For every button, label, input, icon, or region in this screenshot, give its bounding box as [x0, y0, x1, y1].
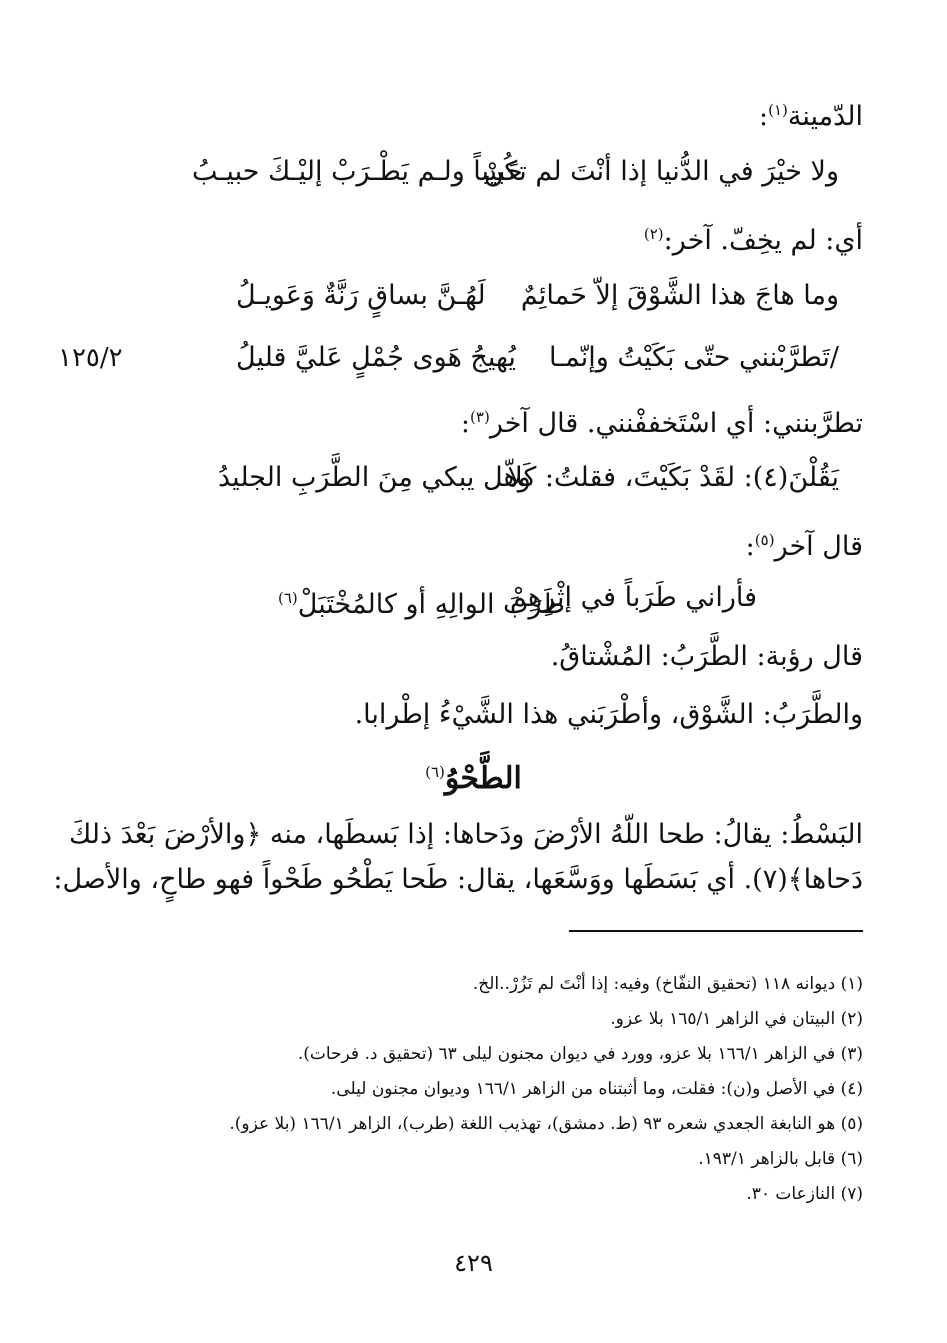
margin-folio-reference: ١٢٥/٢ [58, 343, 123, 373]
footnote-4: (٤) في الأصل و(ن): فقلت، وما أثبتناه من الزاهر ١٦٦/١ وديوان مجنون ليلى. [330, 1079, 863, 1099]
intro-line-dumayna [759, 90, 863, 137]
page-number: ٤٢٩ [454, 1249, 493, 1277]
footnote-marker-6-heading: (٦) [425, 763, 445, 781]
footnote-marker-5: (٥) [754, 531, 775, 549]
verse-5-first-hemistich: فأراني طَرَباً في إثْرِهِمْ [509, 582, 757, 613]
line-tatarrabnani [461, 397, 863, 444]
footnote-5: (٥) هو النابغة الجعدي شعره ٩٣ (ط. دمشق)، تهذيب اللغة (طرب)، الزاهر ١٦٦/١ (بلا عزو). [229, 1114, 863, 1134]
footnote-marker-3: (٣) [470, 408, 490, 426]
footnote-6: (٦) قابل بالزاهر ١٩٣/١. [698, 1149, 863, 1169]
footnote-2: (٢) البيتان في الزاهر ١٦٥/١ بلا عزو. [610, 1009, 863, 1029]
qala-akhar-text: قال آخر [774, 531, 863, 562]
verse-2-first-hemistich: وما هاجَ هذا الشَّوْقَ إلاّ حَمائِمٌ [520, 280, 839, 311]
footnote-7: (٧) النازعات ٣٠. [746, 1184, 863, 1204]
paragraph-line-2: دَحاها﴾(٧). أي بَسَطَها ووَسَّعَها، يقال: طَحا يَطْحُو طَحْواً فهو طاحٍ، والأصل: [53, 864, 863, 895]
verse-5-second-hemistich [278, 578, 565, 625]
qala-akhar-colon: : [745, 531, 755, 562]
verse-1-second-hemistich: حَبيباً ولـم يَطْـرَبْ إليْـكَ حبيـبُ [192, 156, 523, 187]
footnote-marker-1: (١) [768, 101, 788, 119]
verse-1-first-hemistich: ولا خيْرَ في الدُّنيا إذا أنْتَ لم تكُنْ [483, 156, 839, 187]
verse-3-second-hemistich: يُهيجُ هَوى جُمْلٍ عَليَّ قليلُ [236, 342, 516, 373]
verse-5-second-text: طَرَبَ الوالِهِ أو كالمُخْتَبَلْ [297, 589, 565, 620]
footnote-3: (٣) في الزاهر ١٦٦/١ بلا عزو، وورد في ديوان مجنون ليلى ٦٣ (تحقيق د. فرحات). [297, 1044, 863, 1064]
line-tarab-definition: والطَّرَبُ: الشَّوْق، وأطْرَبَني هذا الشَّيْءُ إطْرابا. [354, 699, 863, 730]
verse-4-first-hemistich: يَقُلْنَ(٤): لقَدْ بَكَيْتَ، فقلتُ: كَلاّ [507, 462, 839, 493]
tatarrabnani-text: تطرَّبنني: أي اسْتَخففْنني. قال آخر [489, 408, 863, 439]
entry-heading-text: الطَّحْوُ [444, 761, 522, 796]
line-ruba: قال رؤبة: الطَّرَبُ: المُشْتاقُ. [550, 641, 863, 672]
intro-dumayna-colon: : [758, 101, 769, 132]
footnote-1: (١) ديوانه ١١٨ (تحقيق النفّاخ) وفيه: إذا أنْتَ لم تَزُرْ..الخ. [472, 974, 863, 994]
line-qala-akhar [746, 520, 863, 567]
verse-4-second-hemistich: وهل يبكي مِنَ الطَّرَبِ الجليدُ [218, 462, 531, 493]
verse-3-first-hemistich: /تَطرَّبْنني حتّى بَكَيْتُ وإنّمـا [549, 342, 839, 373]
paragraph-line-1: البَسْطُ: يقالُ: طحا اللّهُ الأرْضَ ودَحاها: إذا بَسطَها، منه ﴿والأرْضَ بَعْدَ ذلكَ [68, 819, 863, 850]
footnote-marker-6-verse: (٦) [278, 589, 298, 607]
footnote-marker-2: (٢) [643, 225, 664, 243]
footnote-separator [569, 930, 863, 932]
intro-dumayna-text: الدّمينة [787, 101, 863, 132]
line-ay-lam-yakhif [644, 214, 863, 261]
entry-heading [0, 752, 947, 799]
ay-lam-text: أي: لم يخِفّ. آخر: [663, 225, 863, 256]
verse-2-second-hemistich: لَهُـنَّ بساقٍ رَنَّةٌ وَعَويـلُ [236, 280, 486, 311]
tatarrabnani-colon: : [460, 408, 471, 439]
